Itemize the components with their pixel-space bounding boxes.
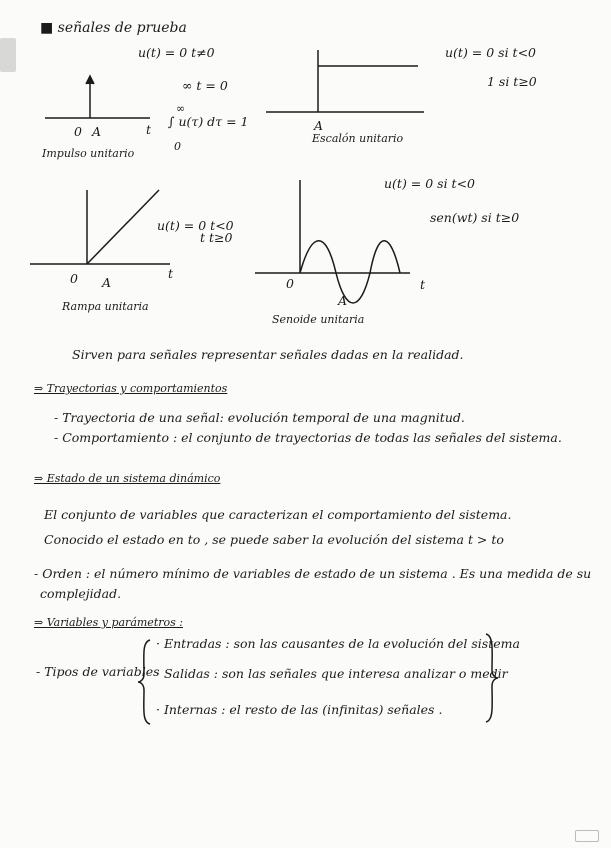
- step-def-line1: u(t) = 0 si t<0: [445, 45, 537, 60]
- step-axis-a: A: [314, 118, 324, 133]
- entradas-line: · Entradas : son las causantes de la evolución del sistema: [156, 636, 520, 651]
- left-brace: [136, 636, 156, 726]
- sine-def-line1: u(t) = 0 si t<0: [384, 176, 476, 191]
- ramp-axis-origin: 0: [70, 271, 78, 286]
- ramp-axis-t: t: [168, 266, 174, 281]
- trayectoria-line: - Trayectoria de una señal: evolución temporal de una magnitud.: [54, 410, 465, 425]
- impulse-axis-origin: 0: [74, 124, 82, 139]
- scan-shadow: [0, 38, 16, 72]
- step-def-line2: 1 si t≥0: [487, 74, 537, 89]
- impulse-int-upper: ∞: [176, 102, 186, 115]
- sine-caption: Senoide unitaria: [272, 313, 365, 326]
- ramp-axis-a: A: [102, 275, 112, 290]
- serve-sentence: Sirven para señales representar señales dadas en la realidad.: [72, 347, 464, 362]
- sine-def-line2: sen(wt) si t≥0: [430, 210, 520, 225]
- estado-line1: El conjunto de variables que caracterizan el comportamiento del sistema.: [44, 507, 512, 522]
- heading-trayectorias: ⇒ Trayectorias y comportamientos: [34, 382, 228, 395]
- comportamiento-line: - Comportamiento : el conjunto de trayectorias de todas las señales del sistema.: [54, 430, 562, 445]
- impulse-axis-a: A: [92, 124, 102, 139]
- estado-line2: Conocido el estado en to , se puede saber la evolución del sistema t > to: [44, 532, 504, 547]
- sine-axis-t: t: [420, 277, 426, 292]
- ramp-def-line2: t t≥0: [200, 230, 233, 245]
- sine-axis-origin: 0: [286, 276, 294, 291]
- impulse-integral: ∫ u(τ) dτ = 1: [168, 114, 249, 129]
- impulse-axis-t: t: [146, 122, 152, 137]
- step-graph: [258, 40, 428, 140]
- impulse-def-line2: ∞ t = 0: [182, 78, 228, 93]
- heading-variables: ⇒ Variables y parámetros :: [34, 616, 183, 629]
- impulse-caption: Impulso unitario: [42, 147, 135, 160]
- tipos-label: - Tipos de variables: [36, 664, 160, 679]
- scanner-logo: [575, 830, 599, 842]
- heading-estado: ⇒ Estado de un sistema dinámico: [34, 472, 221, 485]
- sine-axis-a: A: [338, 293, 348, 308]
- step-caption: Escalón unitario: [312, 132, 404, 145]
- ramp-def-line1: u(t) = 0 t<0: [157, 218, 234, 233]
- salidas-line: · Salidas : son las señales que interesa analizar o medir: [156, 666, 508, 681]
- impulse-def-line1: u(t) = 0 t≠0: [138, 45, 215, 60]
- ramp-graph: [25, 180, 175, 280]
- impulse-int-lower: 0: [174, 140, 181, 153]
- page-title: ■ señales de prueba: [40, 20, 187, 36]
- orden-line2: complejidad.: [40, 586, 122, 601]
- ramp-caption: Rampa unitaria: [62, 300, 149, 313]
- orden-line1: - Orden : el número mínimo de variables de estado de un sistema . Es una medida de su: [34, 566, 592, 581]
- internas-line: · Internas : el resto de las (infinitas) señales .: [156, 702, 443, 717]
